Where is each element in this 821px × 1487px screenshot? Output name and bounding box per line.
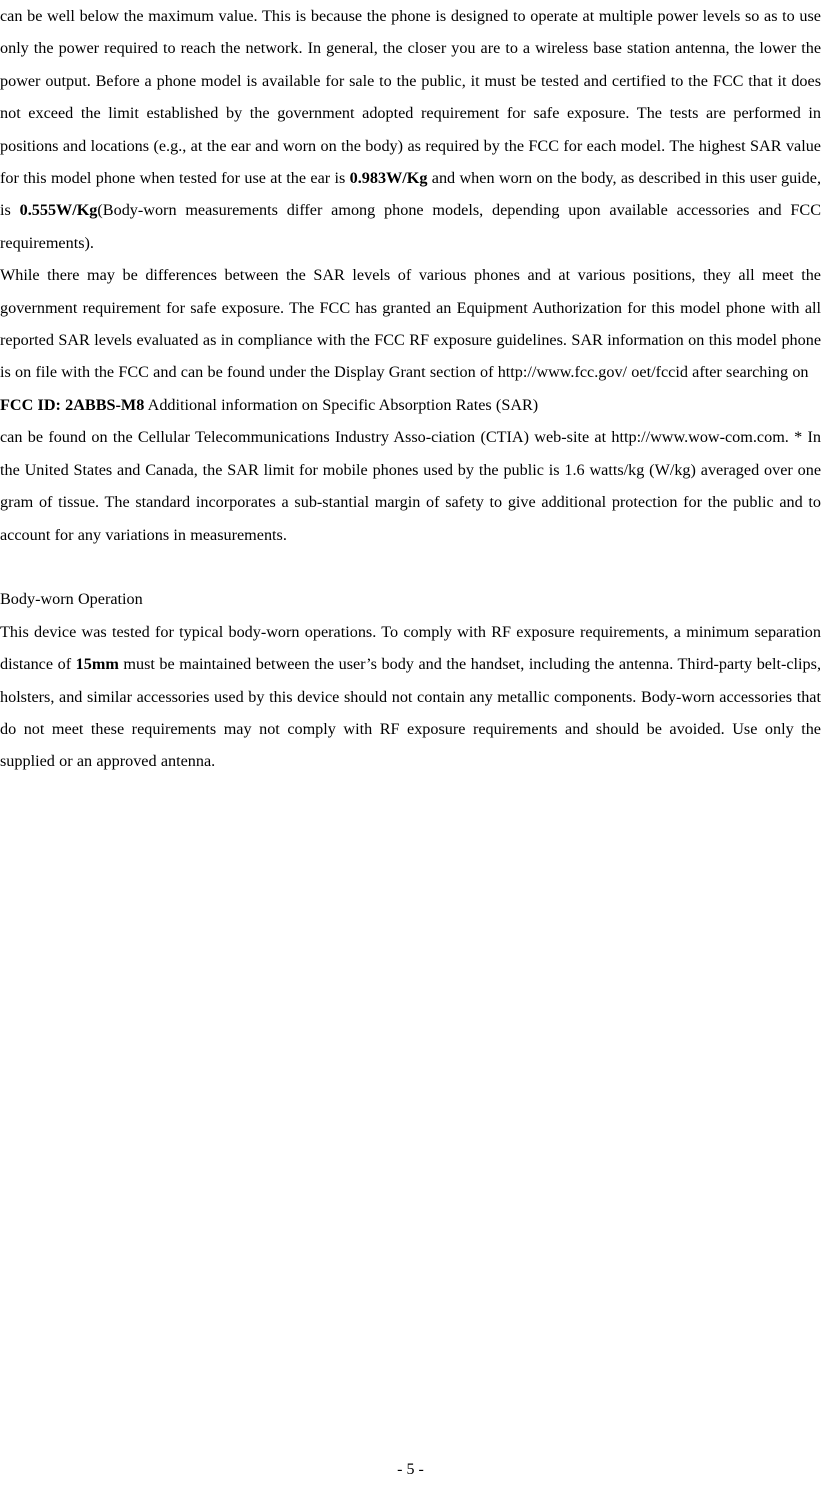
section-heading: Body-worn Operation: [0, 590, 143, 609]
fcc-authorization-paragraph: [0, 259, 821, 389]
fcc-authorization-text: While there may be differences between the SAR levels of various phones and at various positions, they all meet the government requirement for safe exposure. The FCC has granted an Equipment Authorization for this model phone with all reported SAR levels evaluated as in compliance with the FCC RF exposure guidelines. SAR information on this model phone is on file with the FCC and can be found under the Display Grant section of http://www.fcc.gov/ oet/fccid after searching on: [0, 266, 821, 382]
sar-text-part-a: can be well below the maximum value. This is because the phone is designed to operate at multiple power levels so as to use only the power required to reach the network. In general, the closer you are to a wireless base station antenna, the lower the power output. Before a phone model is available for sale to the public, it must be tested and certified to the FCC that it does not exceed the limit established by the government adopted requirement for safe exposure. The tests are performed in positions and locations (e.g., at the ear and worn on the body) as required by the FCC for each model. The highest SAR value for this model phone when tested for use at the ear is: [0, 7, 821, 188]
body-worn-text-part-a: This device was tested for typical body-worn operations. To comply with RF exposure requirements, a minimum separation distance of: [0, 622, 821, 674]
spacer: [0, 551, 821, 583]
sar-body-value: 0.555W/Kg: [19, 201, 98, 220]
fcc-id-label: FCC ID: 2ABBS-M8: [0, 395, 145, 414]
body-worn-paragraph: [0, 616, 821, 778]
ctia-paragraph: [0, 421, 821, 551]
page-number: - 5 -: [397, 1461, 424, 1478]
body-worn-text-part-b: must be maintained between the user’s body and the handset, including the antenna. Third-party belt-clips, holsters, and similar accessories used by this device should not contain any metallic components. Body-worn accessories that do not meet these requirements may not comply with RF exposure requirements and should be avoided. Use only the supplied or an approved antenna.: [0, 655, 821, 771]
separation-distance-value: 15mm: [75, 655, 119, 674]
ctia-text: can be found on the Cellular Telecommunications Industry Asso-ciation (CTIA) web-site at http://www.wow-com.com. * In the United States and Canada, the SAR limit for mobile phones used by the public is 1.6 watts/kg (W/kg) averaged over one gram of tissue. The standard incorporates a sub-stantial margin of safety to give additional protection for the public and to account for any variations in measurements.: [0, 428, 821, 544]
fcc-id-text: Additional information on Specific Absorption Rates (SAR): [144, 395, 539, 414]
sar-ear-value: 0.983W/Kg: [349, 169, 428, 188]
sar-text-part-c: (Body-worn measurements differ among phone models, depending upon available accessories and FCC requirements).: [0, 201, 821, 252]
sar-paragraph: [0, 0, 821, 259]
fcc-id-paragraph: [0, 389, 821, 421]
sar-text-part-b: and when worn on the body, as described in this user guide, is: [0, 169, 821, 220]
